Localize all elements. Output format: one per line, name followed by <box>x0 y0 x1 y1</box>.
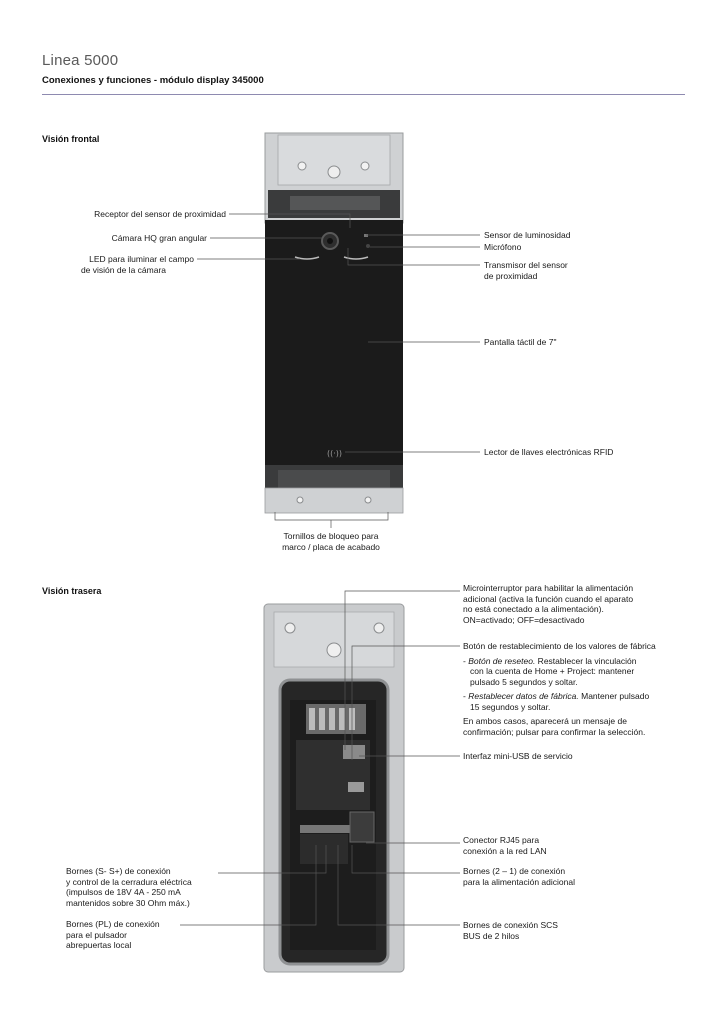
label-microswitch-line2: adicional (activa la función cuando el aparato <box>463 593 634 604</box>
label-scs-bus <box>463 920 558 941</box>
label-proximity-transmitter-line1: Transmisor del sensor <box>484 260 568 270</box>
label-reset-b1-em: Botón de reseteo. <box>468 655 536 666</box>
rear-device <box>264 604 404 972</box>
label-aux-power <box>463 866 575 887</box>
label-reset-b1-rest: Restablecer la vinculación <box>535 655 637 666</box>
bullet-dash: - <box>463 691 469 701</box>
label-pl-line3: abrepuertas local <box>66 940 132 950</box>
label-led-line1: LED para iluminar el campo <box>89 254 194 264</box>
front-device <box>265 133 403 513</box>
label-reset-b2-em: Restablecer datos de fábrica. <box>468 691 579 701</box>
label-hq-camera: Cámara HQ gran angular <box>111 233 207 243</box>
label-led <box>20 254 194 275</box>
label-proximity-receiver: Receptor del sensor de proximidad <box>94 209 226 219</box>
label-reset-b2-rest: Mantener pulsado <box>578 691 650 701</box>
rear-section-title: Visión trasera <box>42 586 102 596</box>
label-reset-b1-line3: pulsado 5 segundos y soltar. <box>470 676 578 687</box>
label-aux-power-line2: para la alimentación adicional <box>463 876 575 887</box>
label-pl-line2: para el pulsador <box>66 929 127 940</box>
label-microswitch-line4: ON=activado; OFF=desactivado <box>463 614 585 625</box>
label-factory-reset <box>463 641 656 737</box>
label-lock-line3: (impulsos de 18V 4A - 250 mA <box>66 887 181 897</box>
label-lock-line4: mantenidos sobre 30 Ohm máx.) <box>66 897 190 908</box>
label-microswitch-line3: no está conectado a la alimentación). <box>463 604 604 614</box>
front-section-title: Visión frontal <box>42 134 100 144</box>
label-reset-bullet2 <box>463 691 656 702</box>
label-rj45 <box>463 835 547 856</box>
page-subtitle: Conexiones y funciones - módulo display 345000 <box>42 75 264 86</box>
label-rj45-line1: Conector RJ45 para <box>463 835 540 845</box>
label-touchscreen: Pantalla táctil de 7" <box>484 337 557 347</box>
label-reset-b2-line2: 15 segundos y soltar. <box>470 701 551 712</box>
svg-text:((·)): ((·)) <box>327 449 343 458</box>
label-microswitch-line1: Microinterruptor para habilitar la alimentación <box>463 583 634 593</box>
label-light-sensor: Sensor de luminosidad <box>484 230 571 240</box>
bullet-dash: - <box>463 655 469 666</box>
label-rj45-line2: conexión a la red LAN <box>463 845 547 856</box>
label-reset-b1-line2: con la cuenta de Home + Project: mantener <box>470 666 635 676</box>
label-screws-line1: Tornillos de bloqueo para <box>283 531 379 541</box>
label-lock-line1: Bornes (S- S+) de conexión <box>66 866 171 876</box>
label-reset-title: Botón de restablecimiento de los valores de fábrica <box>463 641 656 651</box>
label-microphone: Micrófono <box>484 242 522 252</box>
label-microswitch <box>463 583 633 625</box>
label-reset-note2: confirmación; pulsar para confirmar la selección. <box>463 726 646 737</box>
label-proximity-transmitter-line2: de proximidad <box>484 270 538 281</box>
label-reset-bullet1 <box>463 656 656 667</box>
label-pl-line1: Bornes (PL) de conexión <box>66 919 160 929</box>
label-aux-power-line1: Bornes (2 – 1) de conexión <box>463 866 566 876</box>
label-scs-line2: BUS de 2 hilos <box>463 930 520 941</box>
label-screws-line2: marco / placa de acabado <box>282 541 380 552</box>
label-led-line2: de visión de la cámara <box>80 264 166 275</box>
label-scs-line1: Bornes de conexión SCS <box>463 920 558 930</box>
label-proximity-transmitter <box>484 260 568 281</box>
page-title: Linea 5000 <box>42 52 119 69</box>
label-lock-terminals <box>66 866 192 908</box>
label-reset-note1: En ambos casos, aparecerá un mensaje de <box>463 716 627 726</box>
label-lock-line2: y control de la cerradura eléctrica <box>66 876 192 887</box>
label-mini-usb: Interfaz mini-USB de servicio <box>463 751 573 761</box>
label-pl-terminals <box>66 919 160 951</box>
label-screws <box>241 531 421 552</box>
label-rfid-reader: Lector de llaves electrónicas RFID <box>484 447 614 457</box>
